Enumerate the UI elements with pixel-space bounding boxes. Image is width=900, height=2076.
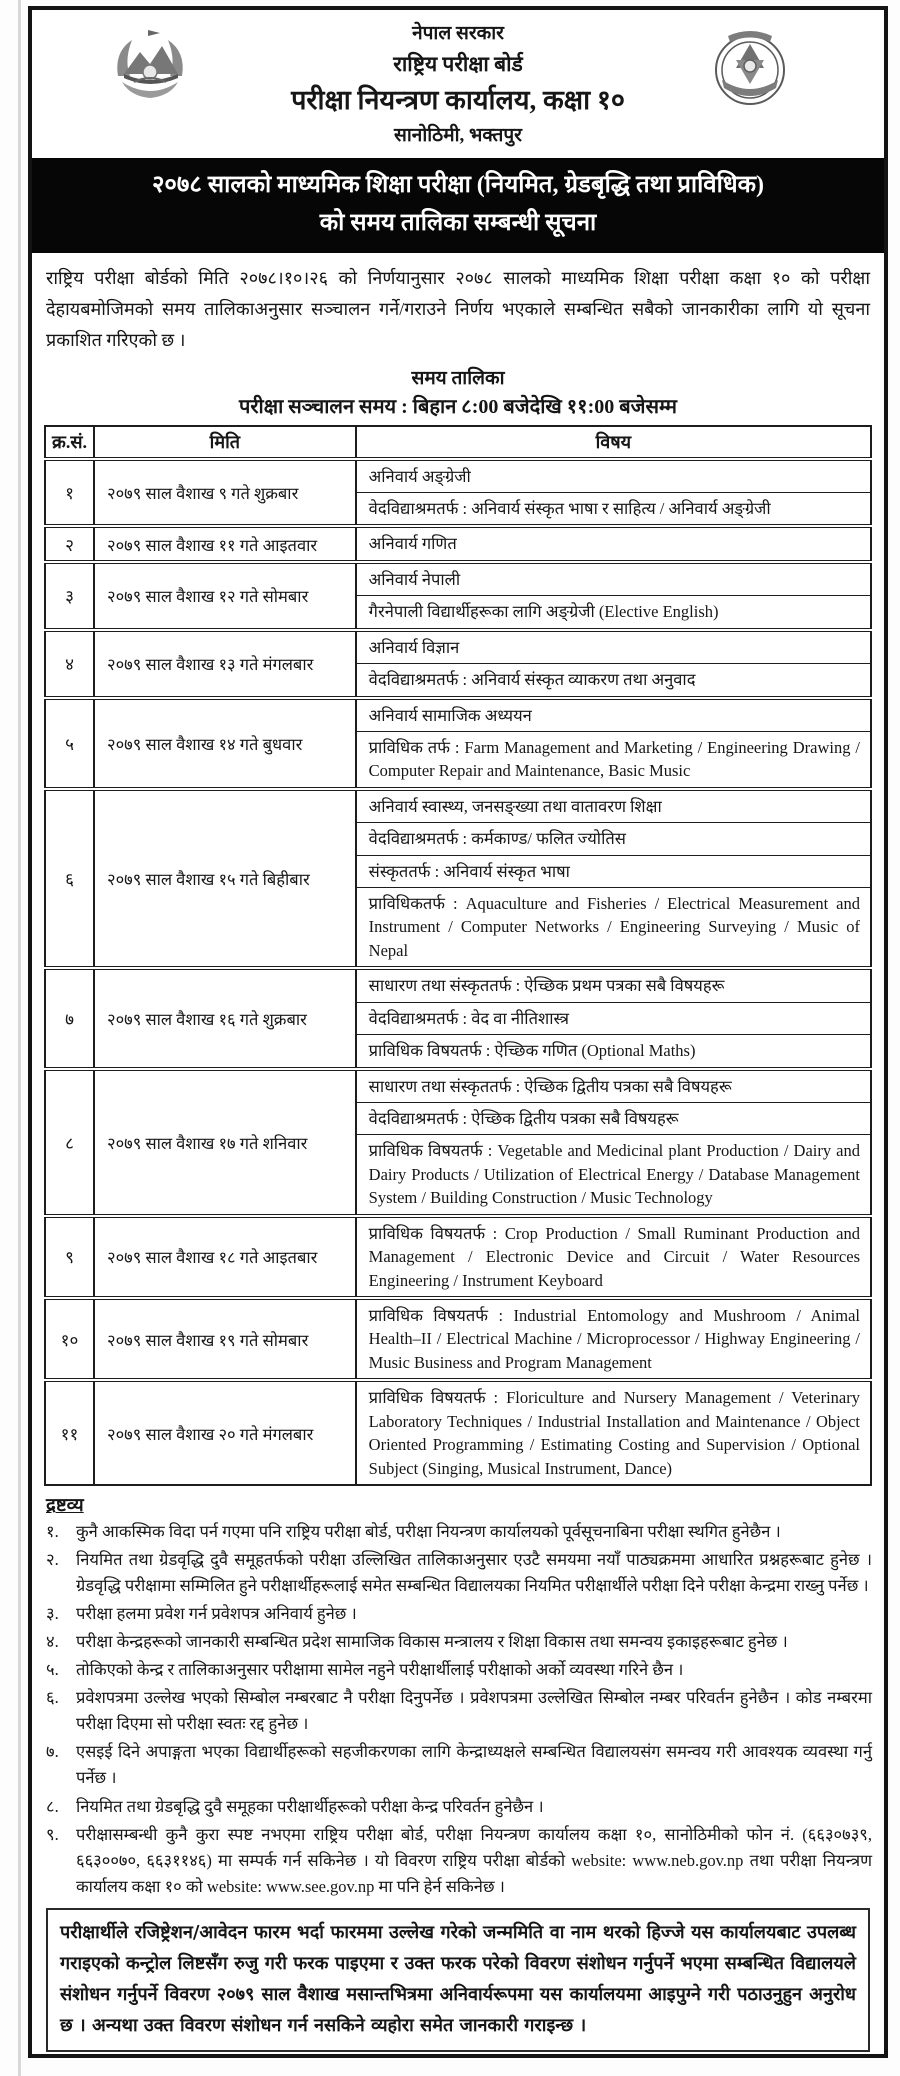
row-subjects [356, 1216, 871, 1298]
subject-line: प्राविधिक विषयतर्फ : Floriculture and Nursery Management / Veterinary Laboratory Techniques / Industrial Installation and Maintenance / Object Oriented Programming / Estimating Costing and Supervision / Optional Subject (Singing, Musical Instrument, Dance) [368, 1388, 860, 1478]
subject-line: वेदविद्याश्रमतर्फ : वेद वा नीतिशास्त्र [357, 1002, 870, 1034]
note-text: परीक्षा हलमा प्रवेश गर्न प्रवेशपत्र अनिवार्य हुनेछ । [76, 1604, 357, 1624]
note-number: १. [46, 1521, 59, 1541]
row-sn: ५ [45, 698, 94, 789]
row-date: २०७९ साल वैशाख १२ गते सोमबार [94, 562, 356, 630]
notes-heading: द्रष्टव्य [46, 1495, 84, 1516]
row-date: २०७९ साल वैशाख १५ गते बिहीबार [94, 789, 356, 969]
row-sn: १० [45, 1298, 94, 1380]
subject-line: प्राविधिक विषयतर्फ : Vegetable and Medicinal plant Production / Dairy and Dairy Products / Utilization of Electrical Energy / Database Management System / Building Construction / Music Technology [357, 1134, 870, 1213]
subject-line: अनिवार्य स्वास्थ्य, जनसङ्ख्या तथा वातावरण शिक्षा [368, 796, 662, 816]
row-sn: ४ [45, 630, 94, 698]
notice-title-line-2: को समय तालिका सम्बन्धी सूचना [319, 209, 597, 236]
notice-title-line-1: २०७८ सालको माध्यमिक शिक्षा परीक्षा (नियमित, ग्रेडबृद्धि तथा प्राविधिक) [151, 172, 765, 199]
subject-line: अनिवार्य विज्ञान [368, 637, 460, 657]
notes-section [32, 1486, 884, 1900]
table-header-row [45, 426, 871, 459]
col-header-date: मिति [94, 426, 356, 459]
note-number: ७. [46, 1742, 59, 1762]
note-text: परीक्षासम्बन्धी कुनै कुरा स्पष्ट नभएमा राष्ट्रिय परीक्षा बोर्ड, परीक्षा नियन्त्रण कार्यालय कक्षा १०, सानोठिमीको फोन नं. (६६३०७३९, ६६३००७०, ६६३११४६) मा सम्पर्क गर्न सकिनेछ । यो विवरण राष्ट्रिय परीक्षा बोर्डको website: www.neb.gov.np तथा परीक्षा नियन्त्रण कार्यालय कक्षा १० को website: www.see.gov.np मा पनि हेर्न सकिनेछ । [76, 1824, 872, 1896]
table-row [45, 526, 871, 561]
subject-line: अनिवार्य नेपाली [368, 569, 461, 589]
row-subjects [356, 968, 871, 1068]
subject-line: प्राविधिक तर्फ : Farm Management and Marketing / Engineering Drawing / Computer Repair and Maintenance, Basic Music [357, 731, 870, 787]
note-item [46, 1601, 872, 1627]
subject-line: साधारण तथा संस्कृततर्फ : ऐच्छिक द्वितीय पत्रका सबै विषयहरू [368, 1076, 732, 1096]
note-number: ६. [46, 1688, 59, 1708]
table-row [45, 1216, 871, 1298]
row-subjects [356, 698, 871, 789]
row-sn: ८ [45, 1069, 94, 1216]
address-line: सानोठिमी, भक्तपुर [394, 124, 522, 146]
note-number: ४. [46, 1632, 59, 1652]
scan-edge-artifact [18, 0, 21, 2076]
row-subjects [356, 526, 871, 561]
row-sn: ७ [45, 968, 94, 1068]
row-subjects [356, 459, 871, 527]
note-text: परीक्षा केन्द्रहरूको जानकारी सम्बन्धित प्रदेश सामाजिक विकास मन्त्रालय र शिक्षा विकास तथा समन्वय इकाइहरूबाट हुनेछ । [76, 1632, 788, 1652]
row-sn: ११ [45, 1380, 94, 1485]
subject-line: अनिवार्य सामाजिक अध्ययन [368, 705, 532, 725]
subject-line: प्राविधिक विषयतर्फ : ऐच्छिक गणित (Optional Maths) [357, 1034, 870, 1066]
row-sn: १ [45, 459, 94, 527]
row-date: २०७९ साल वैशाख २० गते मंगलबार [94, 1380, 356, 1485]
note-number: २. [46, 1549, 59, 1569]
note-item [46, 1739, 872, 1791]
subject-line: वेदविद्याश्रमतर्फ : अनिवार्य संस्कृत व्याकरण तथा अनुवाद [357, 663, 870, 695]
table-row [45, 968, 871, 1068]
row-subjects [356, 1298, 871, 1380]
office-line: परीक्षा नियन्त्रण कार्यालय, कक्षा १० [291, 85, 625, 115]
subject-line: अनिवार्य अङ्ग्रेजी [368, 466, 471, 486]
row-date: २०७९ साल वैशाख ९ गते शुक्रबार [94, 459, 356, 527]
row-date: २०७९ साल वैशाख ११ गते आइतवार [94, 526, 356, 561]
title-band [32, 158, 884, 252]
board-line: राष्ट्रिय परीक्षा बोर्ड [393, 51, 523, 76]
row-sn: ३ [45, 562, 94, 630]
table-row [45, 562, 871, 630]
table-row [45, 630, 871, 698]
subject-line: अनिवार्य गणित [368, 534, 457, 554]
note-text: नियमित तथा ग्रेडबृद्धि दुवै समूहका परीक्षार्थीहरूको परीक्षा केन्द्र परिवर्तन हुनेछैन । [76, 1796, 544, 1816]
letterhead [32, 10, 884, 158]
note-text: तोकिएको केन्द्र र तालिकाअनुसार परीक्षामा सामेल नहुने परीक्षार्थीलाई परीक्षाको अर्को व्यवस्था गरिने छैन । [76, 1660, 684, 1680]
table-row [45, 789, 871, 969]
note-text: एसइई दिने अपाङ्गता भएका विद्यार्थीहरूको सहजीकरणका लागि केन्द्राध्यक्षले सम्बन्धित विद्यालयसंग समन्वय गरी आवश्यक व्यवस्था गर्नु पर्नेछ । [76, 1742, 872, 1788]
col-header-subject: विषय [356, 426, 871, 459]
note-text: कुनै आकस्मिक विदा पर्न गएमा पनि राष्ट्रिय परीक्षा बोर्ड, परीक्षा नियन्त्रण कार्यालयको पूर्वसूचनाबिना परीक्षा स्थगित हुनेछैन । [76, 1521, 781, 1541]
subject-line: वेदविद्याश्रमतर्फ : ऐच्छिक द्वितीय पत्रका सबै विषयहरू [357, 1102, 870, 1134]
row-date: २०७९ साल वैशाख १९ गते सोमबार [94, 1298, 356, 1380]
subject-line: वेदविद्याश्रमतर्फ : अनिवार्य संस्कृत भाषा र साहित्य / अनिवार्य अङ्ग्रेजी [357, 492, 870, 524]
note-item [46, 1685, 872, 1737]
note-item [46, 1794, 872, 1820]
subject-line: वेदविद्याश्रमतर्फ : कर्मकाण्ड/ फलित ज्योतिस [357, 822, 870, 854]
table-row [45, 698, 871, 789]
note-number: ९. [46, 1824, 59, 1844]
neb-seal-icon [704, 22, 796, 119]
col-header-sn: क्र.सं. [45, 426, 94, 459]
row-subjects [356, 1069, 871, 1216]
note-text: प्रवेशपत्रमा उल्लेख भएको सिम्बोल नम्बरबाट नै परीक्षा दिनुपर्नेछ । प्रवेशपत्रमा उल्लेखित सिम्बोल नम्बर परिवर्तन हुनेछैन । कोड नम्बरमा परीक्षा दिएमा सो परीक्षा स्वतः रद्द हुनेछ । [76, 1688, 872, 1734]
table-row [45, 1298, 871, 1380]
gov-line: नेपाल सरकार [412, 23, 504, 44]
note-text: नियमित तथा ग्रेडवृद्धि दुवै समूहतर्फको परीक्षा उल्लिखित तालिकाअनुसार एउटै समयमा नयाँ पाठ्यक्रममा आधारित प्रश्नहरूबाट हुनेछ । ग्रेडवृद्धि परीक्षामा सम्मिलित हुने परीक्षार्थीहरूलाई समेत सम्बन्धित विद्यालयका नियमित परीक्षार्थीले परीक्षा दिने परीक्षा केन्द्रमा राख्नु पर्नेछ । [76, 1549, 872, 1596]
note-number: ५. [46, 1660, 59, 1680]
nepal-government-emblem-icon [104, 22, 196, 119]
note-item [46, 1657, 872, 1683]
subject-line: प्राविधिक विषयतर्फ : Crop Production / Small Ruminant Production and Management / Electronic Device and Circuit / Water Resources Engineering / Instrument Keyboard [368, 1223, 860, 1290]
row-sn: ६ [45, 789, 94, 969]
table-row [45, 459, 871, 527]
row-subjects [356, 630, 871, 698]
row-date: २०७९ साल वैशाख १३ गते मंगलबार [94, 630, 356, 698]
row-sn: २ [45, 526, 94, 561]
row-date: २०७९ साल वैशाख १८ गते आइतबार [94, 1216, 356, 1298]
subject-line: गैरनेपाली विद्यार्थीहरूका लागि अङ्ग्रेजी (Elective English) [357, 595, 870, 627]
schedule-heading: समय तालिका [411, 367, 505, 389]
row-date: २०७९ साल वैशाख १४ गते बुधवार [94, 698, 356, 789]
note-item [46, 1519, 872, 1545]
row-subjects [356, 789, 871, 969]
note-item [46, 1547, 872, 1599]
note-number: ३. [46, 1604, 59, 1624]
row-sn: ९ [45, 1216, 94, 1298]
document-frame [28, 6, 888, 2058]
subject-line: प्राविधिकतर्फ : Aquaculture and Fisheries / Electrical Measurement and Instrument / Computer Networks / Engineering Surveying / Music of Nepal [357, 887, 870, 966]
subject-line: संस्कृततर्फ : अनिवार्य संस्कृत भाषा [357, 855, 870, 887]
row-subjects [356, 562, 871, 630]
table-row [45, 1380, 871, 1485]
subject-line: साधारण तथा संस्कृततर्फ : ऐच्छिक प्रथम पत्रका सबै विषयहरू [368, 976, 725, 996]
exam-schedule-table [44, 425, 872, 1486]
note-item [46, 1629, 872, 1655]
table-row [45, 1069, 871, 1216]
registration-correction-notice-box: परीक्षार्थीले रजिष्ट्रेशन/आवेदन फारम भर्दा फारममा उल्लेख गरेको जन्ममिति वा नाम थरको हिज्जे यस कार्यालयबाट उपलब्ध गराइएको कन्ट्रोल लिष्टसँग रुजु गरी फरक पाइएमा र उक्त फरक परेको विवरण संशोधन गर्नुपर्ने भएमा सम्बन्धित विद्यालयले संशोधन गर्नुपर्ने विवरण २०७९ साल वैशाख मसान्तभित्रमा अनिवार्यरूपमा यस कार्यालयमा आइपुग्ने गरी पठाउनुहुन अनुरोध छ । अन्यथा उक्त विवरण संशोधन गर्न नसकिने व्यहोरा समेत जानकारी गराइन्छ । [46, 1908, 870, 2052]
row-subjects [356, 1380, 871, 1485]
intro-paragraph: राष्ट्रिय परीक्षा बोर्डको मिति २०७८।१०।२६ को निर्णयानुसार २०७८ सालको माध्यमिक शिक्षा परीक्षा कक्षा १० को परीक्षा देहायबमोजिमको समय तालिकाअनुसार सञ्चालन गर्ने/गराउने निर्णय भएकाले सम्बन्धित सबैको जानकारीका लागि यो सूचना प्रकाशित गरिएको छ । [46, 267, 870, 350]
row-date: २०७९ साल वैशाख १६ गते शुक्रबार [94, 968, 356, 1068]
subject-line: प्राविधिक विषयतर्फ : Industrial Entomology and Mushroom / Animal Health–II / Electrical Machine / Microprocessor / Highway Engineering / Music Business and Program Management [368, 1305, 860, 1372]
row-date: २०७९ साल वैशाख १७ गते शनिवार [94, 1069, 356, 1216]
exam-time-line: परीक्षा सञ्चालन समय : बिहान ८:00 बजेदेखि ११:00 बजेसम्म [239, 395, 677, 418]
note-number: ८. [46, 1796, 59, 1816]
note-item [46, 1822, 872, 1900]
